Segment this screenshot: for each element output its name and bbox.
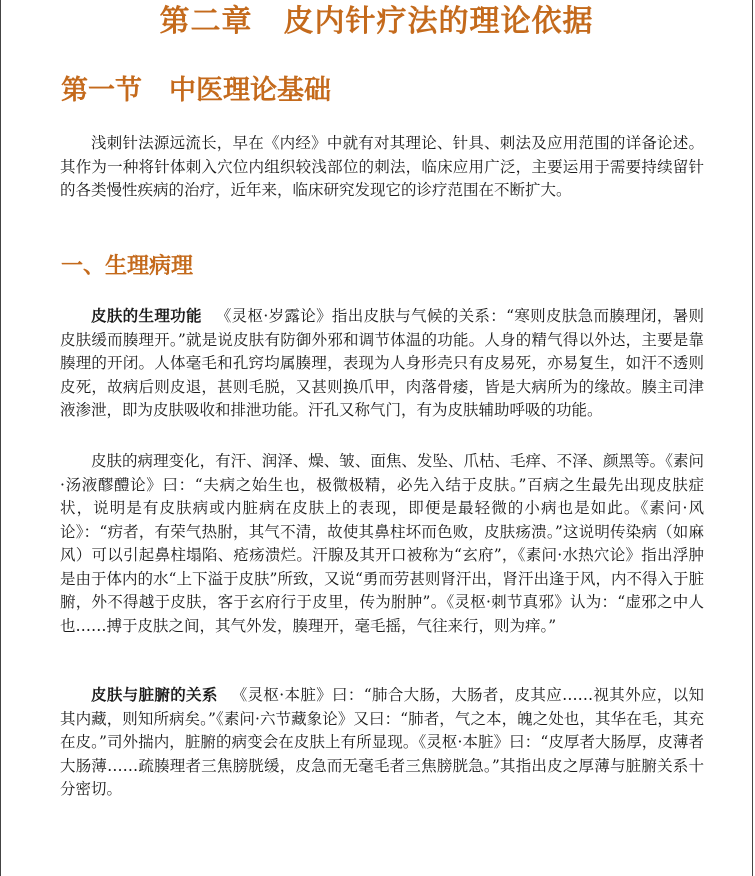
physiology-text: 《灵枢·岁露论》指出皮肤与气候的关系：“寒则皮肤急而腠理闭，暑则皮肤缓而腠理开。”就是说皮肤有防御外邪和调节体温的功能。人身的精气得以外达，主要是靠腠理的开闭。人体毫毛和孔窍均属腠理，表现为人身形壳只有皮易死，亦易复生，如汗不透则皮死，故病后则皮退，甚则毛脱，又甚则换爪甲，肉落骨痿，皆是大病所为的缘故。腠主司津液渗泄，即为皮肤吸收和排泄功能。汗孔又称气门，有为皮肤辅助呼吸的功能。	[60, 307, 704, 419]
physiology-lead: 皮肤的生理功能	[91, 306, 202, 325]
organs-paragraph	[60, 683, 704, 802]
organs-text: 《灵枢·本脏》曰：“肺合大肠，大肠者，皮其应……视其外应，以知其内藏，则知所病矣。”《素问·六节藏象论》又曰：“肺者，气之本，魄之处也，其华在毛，其充在皮。”司外揣内，脏腑的病变会在皮肤上有所显现。《灵枢·本脏》曰：“皮厚者大肠厚，皮薄者大肠薄……疏腠理者三焦膀胱缓，皮急而无毫毛者三焦膀胱急。”其指出皮之厚薄与脏腑关系十分密切。	[60, 686, 704, 798]
section-title: 第一节 中医理论基础	[61, 75, 331, 106]
physiology-paragraph	[60, 304, 704, 423]
organs-lead: 皮肤与脏腑的关系	[91, 685, 218, 704]
chapter-title: 第二章 皮内针疗法的理论依据	[159, 4, 594, 39]
pathology-paragraph: 皮肤的病理变化，有汗、润泽、燥、皱、面焦、发坠、爪枯、毛痒、不泽、颜黑等。《素问·汤液醪醴论》曰：“夫病之始生也，极微极精，必先入结于皮肤。”百病之生最先出现皮肤症状，说明是有皮肤病或内脏病在皮肤上的表现，即便是最轻微的小病也是如此。《素问·风论》：“疠者，有荣气热胕，其气不清，故使其鼻柱坏而色败，皮肤疡溃。”这说明传染病（如麻风）可以引起鼻柱塌陷、疮疡溃烂。汗腺及其开口被称为“玄府”，《素问·水热穴论》指出浮肿是由于体内的水“上下溢于皮肤”所致，又说“勇而劳甚则肾汗出，肾汗出逢于风，内不得入于脏腑，外不得越于皮肤，客于玄府行于皮里，传为胕肿”。《灵枢·刺节真邪》认为：“虚邪之中人也……搏于皮肤之间，其气外发，腠理开，毫毛摇，气往来行，则为痒。”	[60, 452, 704, 635]
subsection-title: 一、生理病理	[61, 253, 194, 279]
intro-paragraph: 浅刺针法源远流长，早在《内经》中就有对其理论、针具、刺法及应用范围的详备论述。其作为一种将针体刺入穴位内组织较浅部位的刺法，临床应用广泛，主要运用于需要持续留针的各类慢性疾病的治疗，近年来，临床研究发现它的诊疗范围在不断扩大。	[60, 134, 704, 199]
